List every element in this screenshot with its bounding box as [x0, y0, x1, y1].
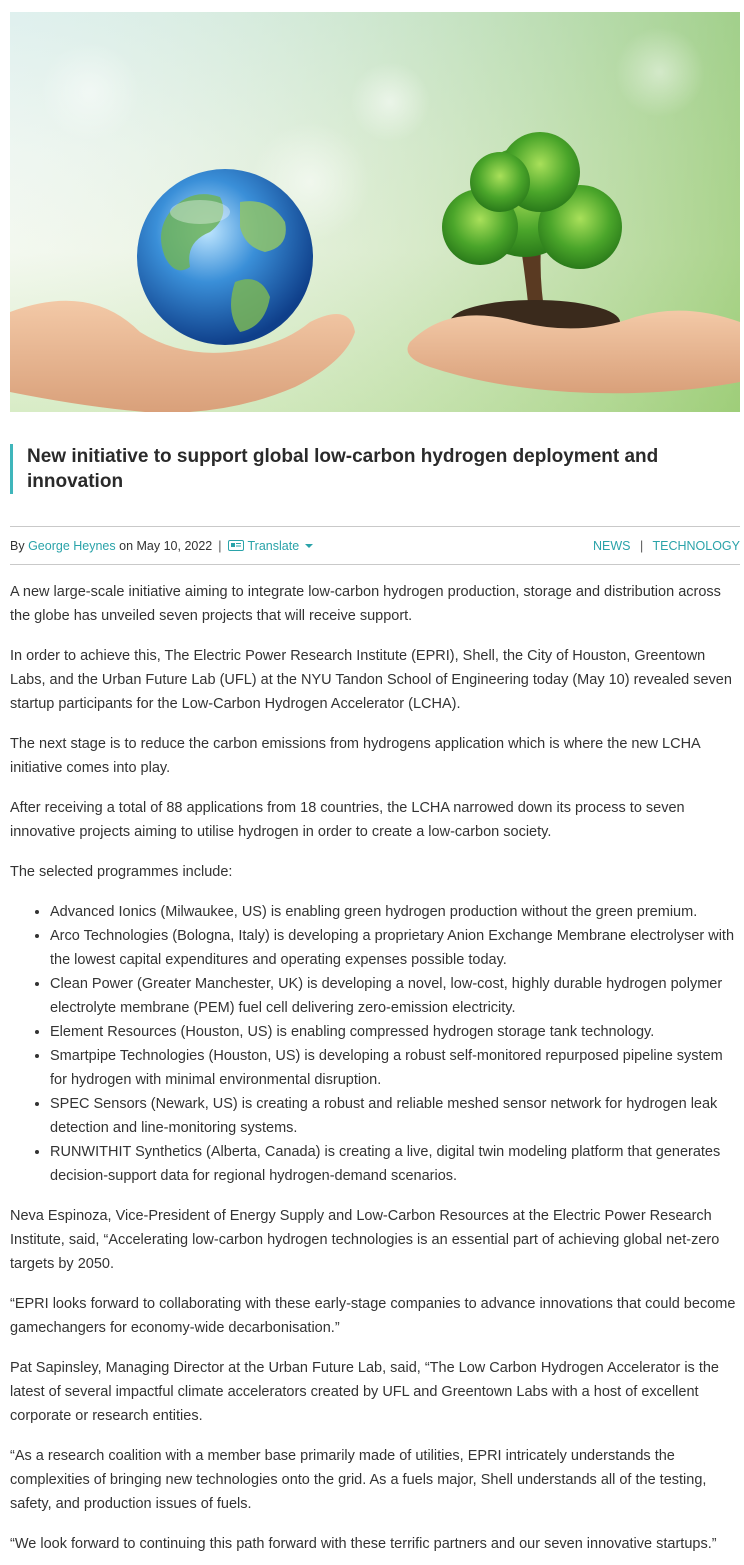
paragraph: “As a research coalition with a member base primarily made of utilities, EPRI intricately understands the complexities of bringing new technologies onto the grid. As a fuels major, Shell understands all of the testing, safety, and production issues of fuels. [10, 1448, 707, 1512]
translate-icon [228, 540, 244, 551]
list-item: • Arco Technologies (Bologna, Italy) is developing a proprietary Anion Exchange Membrane electrolyser with the lowest capital expenditures and operating expenses possible today. [50, 924, 738, 972]
list-item: • RUNWITHIT Synthetics (Alberta, Canada) is creating a live, digital twin modeling platform that generates decision-support data for regional hydrogen-demand scenarios. [50, 1140, 738, 1188]
list-item: • Advanced Ionics (Milwaukee, US) is enabling green hydrogen production without the green premium. [50, 900, 738, 924]
hero-illustration [10, 12, 740, 412]
paragraph: Pat Sapinsley, Managing Director at the Urban Future Lab, said, “The Low Carbon Hydrogen Accelerator is the latest of several impactful climate accelerators created by UFL and Greentown Labs with a host of excellent corporate or research entities. [10, 1360, 719, 1424]
translate-button[interactable] [228, 539, 314, 553]
list-item: • Smartpipe Technologies (Houston, US) is developing a robust self-monitored repurposed pipeline system for hydrogen with minimal environmental disruption. [50, 1044, 738, 1092]
publish-date: May 10, 2022 [136, 538, 213, 553]
on-label: on [119, 538, 134, 553]
paragraph: After receiving a total of 88 applications from 18 countries, the LCHA narrowed down its process to seven innovative projects aiming to utilise hydrogen in order to create a low-carbon society. [10, 800, 685, 840]
page-title: New initiative to support global low-carbon hydrogen deployment and innovation [10, 444, 710, 494]
list-item: • Element Resources (Houston, US) is enabling compressed hydrogen storage tank technology. [50, 1020, 738, 1044]
category-technology-link[interactable]: TECHNOLOGY [652, 538, 740, 553]
article-body [10, 580, 738, 1565]
paragraph: A new large-scale initiative aiming to integrate low-carbon hydrogen production, storage and distribution across the globe has unveiled seven projects that will receive support. [10, 584, 721, 624]
paragraph: Neva Espinoza, Vice-President of Energy Supply and Low-Carbon Resources at the Electric Power Research Institute, said, “Accelerating low-carbon hydrogen technologies is an essential part of achieving global net-zero targets by 2050. [10, 1208, 720, 1272]
programme-list [50, 900, 738, 1188]
paragraph: The selected programmes include: [10, 864, 233, 880]
list-item: • Clean Power (Greater Manchester, UK) is developing a novel, low-cost, highly durable hydrogen polymer electrolyte membrane (PEM) fuel cell delivering zero-emission electricity. [50, 972, 738, 1020]
meta-separator: | [218, 538, 222, 553]
author-link[interactable]: George Heynes [28, 538, 116, 553]
chevron-down-icon [305, 544, 313, 548]
by-label: By [10, 538, 25, 553]
paragraph: “EPRI looks forward to collaborating with these early-stage companies to advance innovations that could become gamechangers for economy-wide decarbonisation.” [10, 1296, 736, 1336]
category-separator: | [639, 538, 644, 553]
paragraph: The next stage is to reduce the carbon emissions from hydrogens application which is where the new LCHA initiative comes into play. [10, 736, 700, 776]
translate-label: Translate [247, 538, 300, 553]
article-meta [10, 526, 740, 565]
category-news-link[interactable]: NEWS [593, 538, 631, 553]
list-item: • SPEC Sensors (Newark, US) is creating a robust and reliable meshed sensor network for hydrogen leak detection and line-monitoring systems. [50, 1092, 738, 1140]
globe-icon [137, 169, 313, 345]
hero-image [10, 12, 740, 412]
paragraph: In order to achieve this, The Electric Power Research Institute (EPRI), Shell, the City of Houston, Greentown Labs, and the Urban Future Lab (UFL) at the NYU Tandon School of Engineering today (May 10) revealed seven startup participants for the Low-Carbon Hydrogen Accelerator (LCHA). [10, 648, 732, 712]
paragraph: “We look forward to continuing this path forward with these terrific partners and our seven innovative startups.” [10, 1536, 717, 1552]
